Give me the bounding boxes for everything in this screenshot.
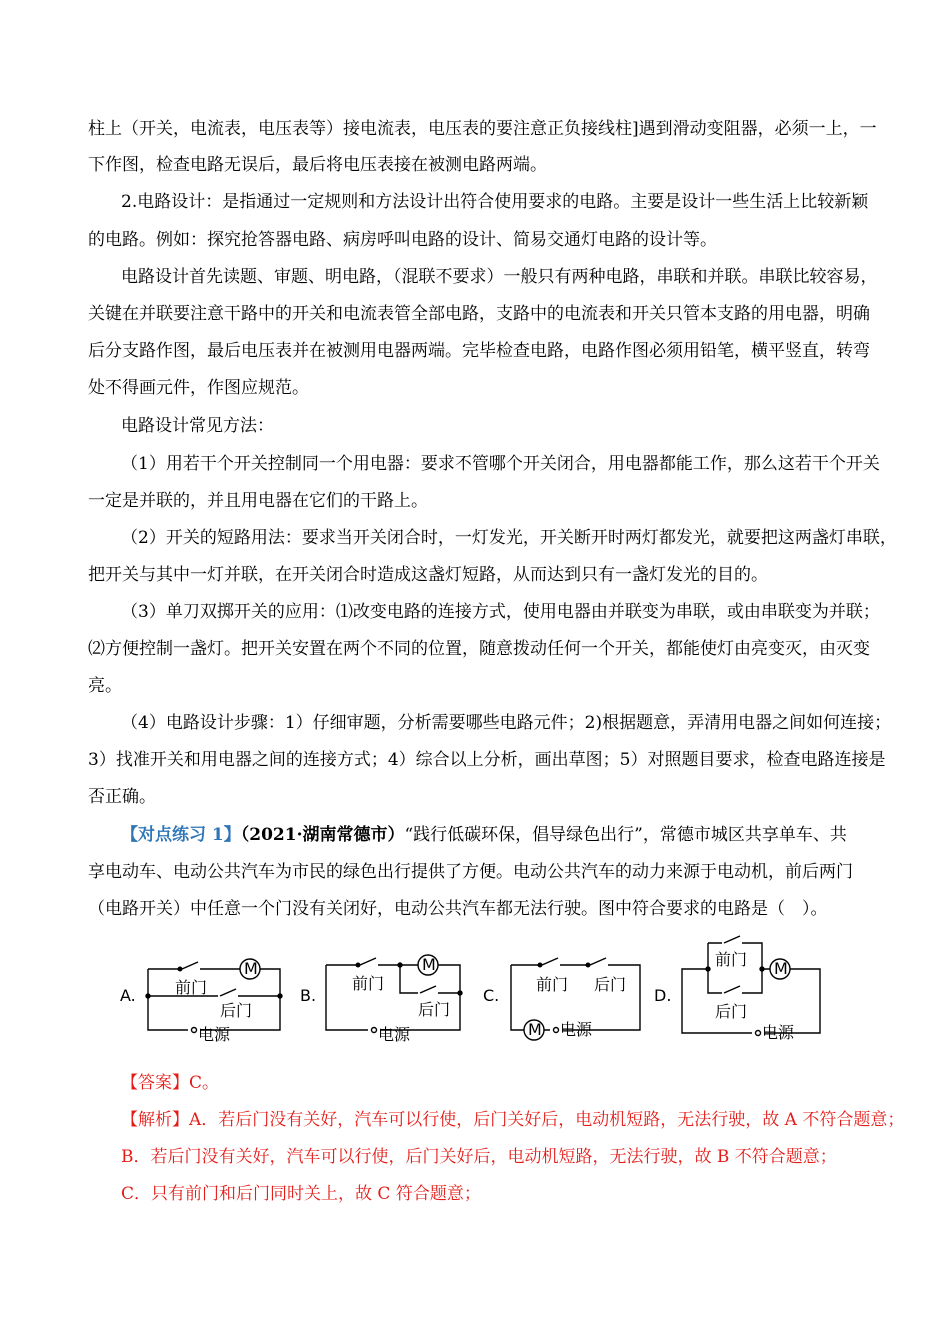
power-label: 电源 — [378, 1025, 411, 1044]
front-door-label: 前门 — [175, 978, 208, 997]
answer-value: C。 — [189, 1073, 220, 1093]
paragraph-line: 处不得画元件，作图应规范。 — [88, 378, 309, 398]
power-label: 电源 — [198, 1025, 231, 1044]
back-door-label: 后门 — [220, 1001, 253, 1020]
analysis-label: 【解析】 — [121, 1110, 189, 1130]
circuit-d — [682, 936, 820, 1036]
exercise-question-line: （电路开关）中任意一个门没有关闭好，电动公共汽车都无法行驶。图中符合要求的电路是（ ）。 — [88, 899, 828, 919]
paragraph-line: 柱上（开关，电流表，电压表等）接电流表，电压表的要注意正负接线柱]遇到滑动变阻器，必须一上，一 — [88, 119, 877, 139]
circuit-b — [326, 955, 462, 1033]
circuit-figures — [100, 935, 840, 1055]
option-a-label: A. — [120, 986, 136, 1005]
exercise-text: “践行低碳环保，倡导绿色出行”，常德市城区共享单车、共 — [404, 825, 847, 845]
back-door-label: 后门 — [594, 975, 627, 994]
motor-label: M — [422, 955, 436, 974]
analysis-line — [121, 1108, 904, 1132]
front-door-label: 前门 — [352, 974, 385, 993]
answer-line — [121, 1071, 219, 1095]
paragraph-line: 2.电路设计：是指通过一定规则和方法设计出符合使用要求的电路。主要是设计一些生活上比较新颖 — [121, 192, 869, 212]
paragraph-line: 的电路。例如：探究抢答器电路、病房呼叫电路的设计、简易交通灯电路的设计等。 — [88, 230, 717, 250]
analysis-line: B．若后门没有关好，汽车可以行使，后门关好后，电动机短路，无法行驶，故 B 不符合题意； — [121, 1147, 837, 1167]
paragraph-line: 后分支路作图，最后电压表并在被测用电器两端。完毕检查电路，电路作图必须用铅笔，横平竖直，转弯 — [88, 341, 870, 361]
exercise-source: （2021·湖南常德市） — [240, 825, 405, 845]
motor-label: M — [244, 959, 258, 978]
paragraph-line: 关键在并联要注意干路中的开关和电流表管全部电路，支路中的电流表和开关只管本支路的用电器，明确 — [88, 304, 870, 324]
back-door-label: 后门 — [418, 1000, 451, 1019]
motor-label: M — [528, 1020, 542, 1039]
power-label: 电源 — [560, 1020, 593, 1039]
paragraph-line: 电路设计常见方法： — [121, 416, 274, 436]
circuit-a — [146, 959, 282, 1033]
answer-label: 【答案】 — [121, 1073, 189, 1093]
paragraph-line: 否正确。 — [88, 787, 156, 807]
front-door-label: 前门 — [715, 950, 748, 969]
option-b-label: B. — [300, 986, 317, 1005]
paragraph-line: （1）用若干个开关控制同一个用电器：要求不管哪个开关闭合，用电器都能工作，那么这若干个开关 — [121, 454, 880, 474]
paragraph-line: 把开关与其中一灯并联，在开关闭合时造成这盏灯短路，从而达到只有一盏灯发光的目的。 — [88, 565, 768, 585]
power-label: 电源 — [762, 1023, 795, 1042]
paragraph-line: 亮。 — [88, 676, 122, 696]
paragraph-line: （4）电路设计步骤：1）仔细审题，分析需要哪些电路元件；2)根据题意，弄清用电器之间如何连接； — [121, 713, 892, 733]
exercise-tag: 【对点练习 1】 — [121, 825, 241, 845]
paragraph-line: ⑵方便控制一盏灯。把开关安置在两个不同的位置，随意拨动任何一个开关，都能使灯由亮变灭，由灭变 — [88, 639, 870, 659]
front-door-label: 前门 — [536, 975, 569, 994]
paragraph-line: （3）单刀双掷开关的应用：⑴改变电路的连接方式，使用电器由并联变为串联，或由串联变为并联； — [121, 602, 880, 622]
paragraph-line: 3）找准开关和用电器之间的连接方式；4）综合以上分析，画出草图；5）对照题目要求，检查电路连接是 — [88, 750, 886, 770]
exercise-question-line: 享电动车、电动公共汽车为市民的绿色出行提供了方便。电动公共汽车的动力来源于电动机，前后两门 — [88, 862, 853, 882]
paragraph-line: 下作图，检查电路无误后，最后将电压表接在被测电路两端。 — [88, 155, 547, 175]
paragraph-line: 一定是并联的，并且用电器在它们的干路上。 — [88, 491, 428, 511]
motor-label: M — [774, 959, 788, 978]
back-door-label: 后门 — [715, 1002, 748, 1021]
analysis-a: A．若后门没有关好，汽车可以行使，后门关好后，电动机短路，无法行驶，故 A 不符合题意； — [189, 1110, 905, 1130]
paragraph-line: 电路设计首先读题、审题、明电路，（混联不要求）一般只有两种电路，串联和并联。串联比较容易， — [121, 267, 878, 287]
paragraph-line: （2）开关的短路用法：要求当开关闭合时，一灯发光，开关断开时两灯都发光，就要把这两盏灯串联， — [121, 528, 897, 548]
option-c-label: C. — [483, 986, 500, 1005]
analysis-line: C．只有前门和后门同时关上，故 C 符合题意； — [121, 1184, 481, 1204]
exercise-question-line — [121, 823, 847, 847]
option-d-label: D. — [654, 986, 672, 1005]
